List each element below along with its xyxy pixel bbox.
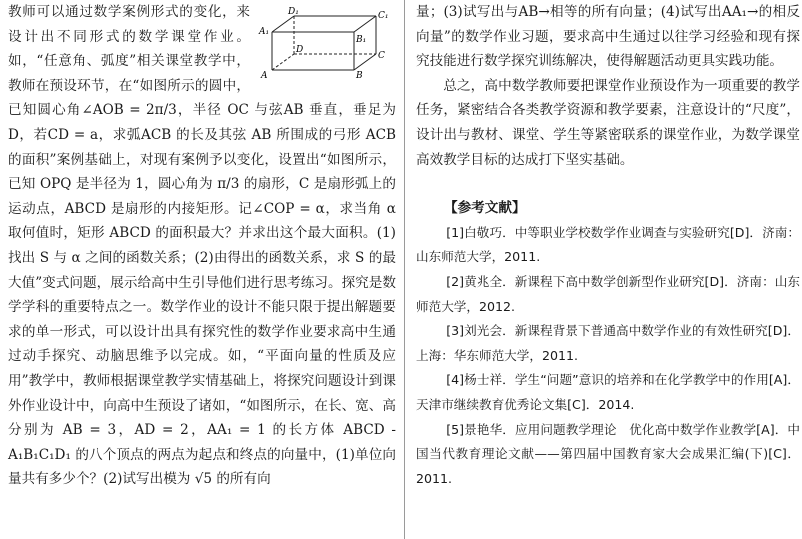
body-text-part1: 教师可以通过数学案例形式的变化，来设计出不同形式的数学课堂作业。如，“任意角、弧度”相关课堂教学中，教师在预设环节，在“如图所示的圆中，已知圆心角∠AOB = 2π/3，半径 OC 与弦 <box>8 4 284 119</box>
label-c1: C₁ <box>378 11 389 21</box>
references-list <box>416 221 800 492</box>
left-column <box>8 0 396 539</box>
reference-item: [4]杨士祥．学生“问题”意识的培养和在化学教学中的作用[A]．天津市继续教育优秀论文集[C]．2014. <box>416 372 800 412</box>
label-c: C <box>378 51 385 61</box>
body-text-part2: AB 垂直，垂足为 D，若CD = a，求弧ACB 的长及其弦 AB 所围成的弓形 ACB 的面积”案例基础上，对现有案例予以变化，设置出“如图所示，已知 OPQ 是半径为 1，圆心角为 π/3 的扇形，C 是扇形弧上的运动点，ABCD 是扇形的内接矩形。记∠COP = α，求当角 α 取何值时，矩形 ABCD 的面积最大？并求出这个最大面积。(1)找出 S 与 α 之间的函数关系；(2)由得出的函数关系，求 S 的最大值”变式问题，展示给高中生引导他们进行思考练习。探究是数学学科的重要特点之一。数学作业的设计不能只限于提出解题要求的单一形式，可以设计出具有探究性的数学作业要求高中生通过动手探究、动脑思维予以完成。如，“平面向量的性质及应用”教学中，教师根据课堂教学实情基础上，将探究问题设计到课外作业设计中，向高中生预设了诸如，“如图所示，在长、宽、高分别为 AB = 3，AD = 2，AA₁ = 1 的长方体 ABCD - A₁B₁C₁D₁ 的八个顶点的两点为起点和终点的向量中，(1)单位向量共有多少个？(2)试写出模为 √5 的所有向 <box>8 102 396 488</box>
conclusion-paragraph: 总之，高中数学教师要把课堂作业预设作为一项重要的教学任务，紧密结合各类教学资源和教学要素，注意设计的“尺度”，设计出与教材、课堂、学生等紧密联系的课堂作业，为数学课堂高效教学目标的达成打下坚实基础。 <box>416 77 800 168</box>
label-a1: A₁ <box>259 27 270 37</box>
body-continuation: 量；(3)试写出与AB→相等的所有向量；(4)试写出AA₁→的相反向量”的数学作业习题，要求高中生通过以往学习经验和现有探究技能进行数学探究训练解决，使得解题活动更具实践功能。 <box>416 4 800 70</box>
reference-item: [2]黄兆全．新课程下高中数学创新型作业研究[D]．济南：山东师范大学，2012. <box>416 273 800 314</box>
label-d: D <box>296 45 304 55</box>
cuboid-diagram <box>258 6 396 84</box>
reference-item: [5]景艳华．应用问题教学理论 优化高中数学作业教学[A]．中国当代教育理论文献——第四届中国教育家大会成果汇编(下)[C]．2011. <box>416 421 800 486</box>
reference-item: [1]白敬巧．中等职业学校数学作业调查与实验研究[D]．济南：山东师范大学，2011. <box>416 224 800 265</box>
label-b1: B₁ <box>356 35 367 45</box>
reference-item: [3]刘光会．新课程背景下普通高中数学作业的有效性研究[D]．上海：华东师范大学，2011. <box>416 323 800 363</box>
column-divider <box>404 0 405 539</box>
cuboid-figure <box>258 6 396 84</box>
right-column <box>416 0 800 539</box>
references-heading: 【参考文献】 <box>444 200 526 217</box>
label-a: A <box>261 71 268 81</box>
label-d1: D₁ <box>288 7 299 17</box>
label-b: B <box>356 71 363 81</box>
